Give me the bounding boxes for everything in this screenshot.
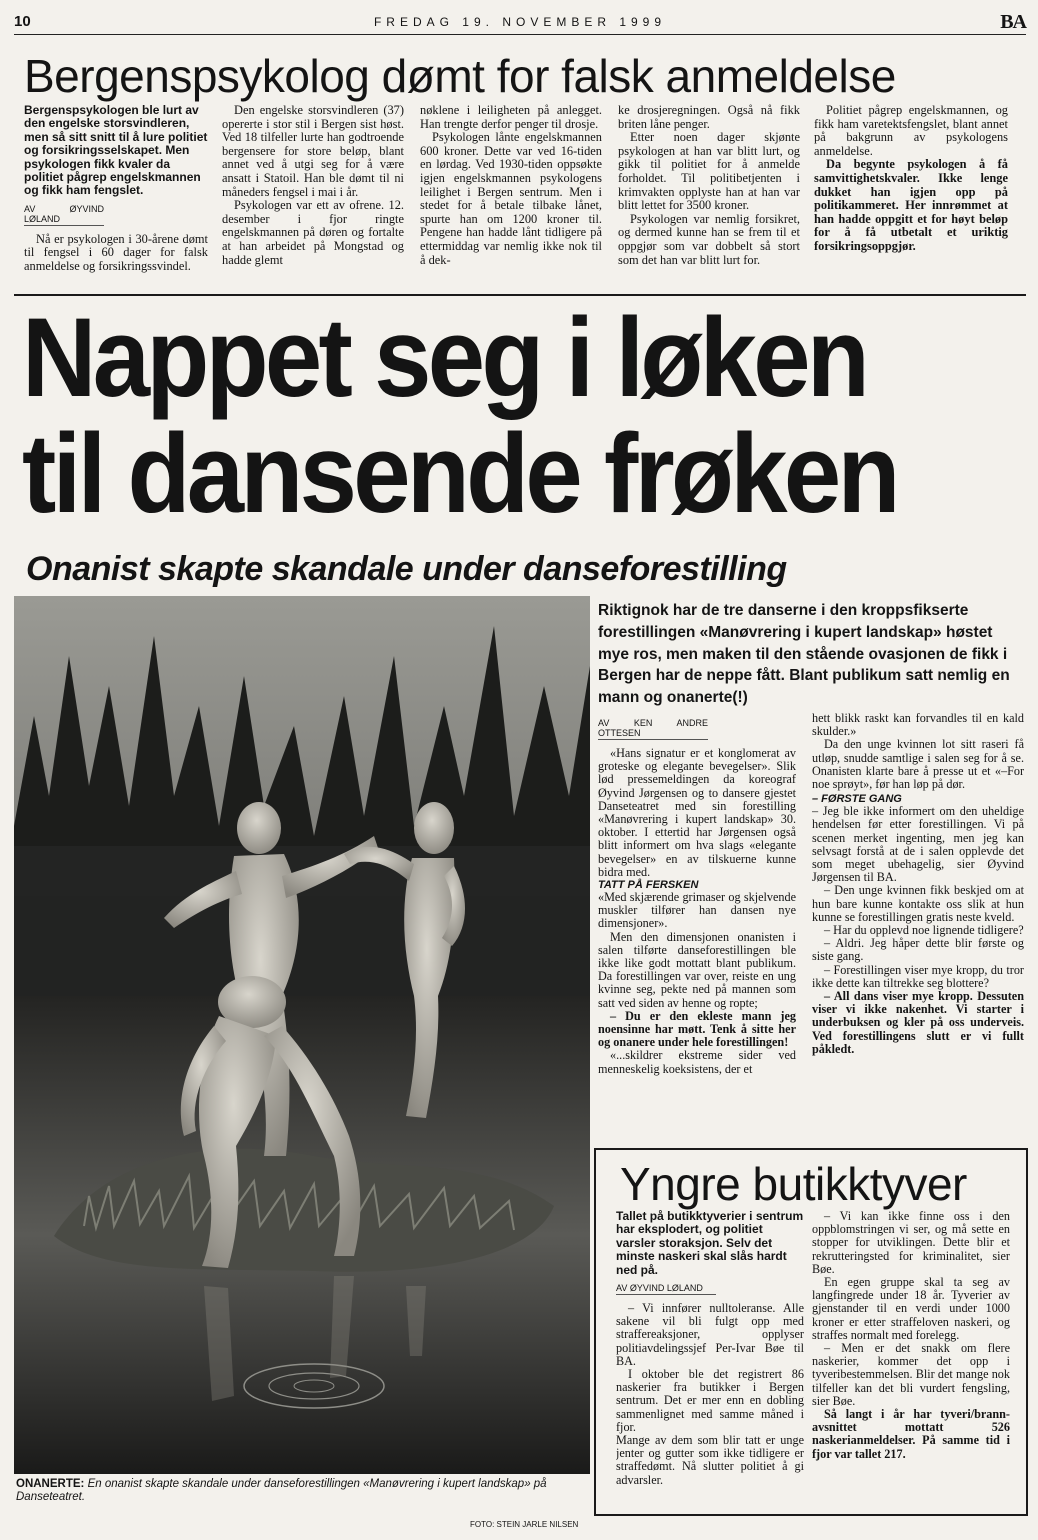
dancers-photo [14, 596, 590, 1474]
photo-caption [16, 1478, 596, 1504]
story2-colB-p7: – Forestillingen viser mye kropp, du tror ikke dette kan tiltrekke seg blottere? [812, 962, 1024, 990]
story1-col4-p2: Etter noen dager skjønte psykologen at han var blitt lurt, og gikk til politiet for å anmelde forholdet. Til politibetjenten i krimvakten opplyste han at han var blitt lettet for 3500 kroner. [618, 130, 800, 213]
story2-colB-p4: – Den unge kvinnen fikk beskjed om at hun bare kunne kontakte oss slik at hun kunne se forestillingen gratis neste kveld. [812, 883, 1024, 924]
story2-colB-p5: – Har du opplevd noe lignende tidligere? [824, 923, 1024, 938]
story3-byline: AV ØYVIND LØLAND [616, 1283, 716, 1295]
story1-headline: Bergenspsykolog dømt for falsk anmeldelse [24, 50, 896, 102]
story3-lead: Tallet på butikktyverier i sentrum har eksplodert, og politiet varsler storaksjon. Selv det minste naskeri skal slås hardt ned på. [616, 1210, 804, 1277]
story2-subhead-forste: – FØRSTE GANG [812, 793, 902, 806]
masthead [14, 12, 1026, 35]
story3-colB [812, 1210, 1010, 1506]
newspaper-logo: BA [1000, 11, 1026, 33]
story2-headline [22, 295, 942, 536]
dancers-photo-image [14, 596, 590, 1474]
story1-col5-p1: Politiet pågrep engelskmannen, og fikk ham varetektsfengslet, blant annet på bakgrunn av psykologens anmeldelse. [814, 104, 1008, 158]
story2-colB-p1: hett blikk raskt kan forvandles til en kald skulder.» [812, 712, 1024, 739]
story2-subheadline: Onanist skapte skandale under danseforestilling [26, 550, 787, 588]
story1-col3-p1: nøklene i leiligheten på anlegget. Han trengte derfor penger til drosje. [420, 104, 602, 131]
story1-col3-p2: Psykologen lånte engelskmannen 600 kroner. Dette var ved 16-tiden en lørdag. Ved 1930-tiden oppsøkte igjen engelskmannen psykologens leilighet i Bergen sentrum. Men i stedet for å betale tilbake lånet, spurte han om 1200 kroner til. Pengene han hadde lånt tidligere på ettermiddag var nemlig ikke nok til å dek- [420, 130, 602, 267]
story1-col4-p1: ke drosjeregningen. Også nå fikk briten låne penger. [618, 104, 800, 131]
story1-lead: Bergenspsykologen ble lurt av den engelske storsvindleren, men så sitt snitt til å lure politiet og forsikringsselskapet. Men psykologen fikk kvaler da politiet pågrep engelskmannen og fikk ham fengslet. [24, 104, 208, 198]
story1-col1 [24, 104, 208, 288]
story2-colB-p3: – Jeg ble ikke informert om den uheldige hendelsen før etter forestillingen. Vi på scenen merket ingenting, men jeg kan selvsagt forstå at de i salen opplevde det som meget ubehagelig, sier Øyvind Jørgensen til BA. [812, 804, 1024, 885]
story1-byline: AV ØYVIND LØLAND [24, 203, 104, 224]
story3-colA [616, 1210, 804, 1506]
story2-colB [812, 712, 1024, 1136]
caption-label: ONANERTE: [16, 1478, 85, 1490]
story1-col3 [420, 104, 602, 288]
story3-colA-p2: I oktober ble det registrert 86 naskerier fra butikker i Bergen sentrum. Det er mer enn en dobling sammenlignet med samme måned i fjor. [616, 1367, 804, 1434]
story2-headline-line1: Nappet seg i løken [22, 295, 867, 420]
page-number: 10 [14, 13, 31, 30]
story3-colB-p1: – Vi kan ikke finne oss i den oppblomstringen vi ser, og må sette en stopper for utviklingen. Dette blir et rekrutteringsted for kriminalitet, sier Bøe. [812, 1210, 1010, 1276]
story1-col2-p2: Psykologen var ett av ofrene. 12. desember i fjor ringte engelskmannen på døren og fortalte at han arbeidet på Mongstad og hadde glemt [222, 198, 404, 267]
story2-colA-p4: – Du er den ekleste mann jeg noensinne har møtt. Tenk å sitte her og onanere under hele forestillingen! [598, 1008, 796, 1050]
story3-headline: Yngre butikktyver [620, 1158, 967, 1210]
story1-col5 [814, 104, 1008, 288]
story2-colA-p2: «Med skjærende grimaser og skjelvende muskler tilfører han dansen nye dimensjoner». [598, 890, 796, 931]
story3-colB-bold: Så langt i år har tyveri/brann-avsnittet mottatt 526 naskerianmeldelser. På samme tid i fjor var tallet 217. [812, 1407, 1010, 1461]
story1-col2 [222, 104, 404, 288]
story1-col5-bold: Da begynte psykologen å få samvittighetskvaler. Ikke lenge dukket han igjen opp på politikammeret. Her innrømmet at han hadde oppgitt et for høyt beløp for å få utbetalt et uriktig forsikringsoppgjør. [814, 157, 1008, 253]
story2-lead: Riktignok har de tre danserne i den kroppsfikserte forestillingen «Manøvrering i kupert landskap» høstet mye ros, men maken til den stående ovasjonen de fikk i Bergen har de neppe fått. Blant publikum satt nemlig en mann og onanerte(!) [598, 602, 1010, 707]
story3-colB-p3: – Men er det snakk om flere naskerier, kommer det opp i tyveribestemmelsen. Blir det mange nok tilfeller kan det bli vurdert fengsling, sier Bøe. [812, 1341, 1010, 1408]
story2-colA [598, 712, 796, 1132]
story2-headline-line2: til dansende frøken [22, 411, 897, 536]
story2-colB-p6: – Aldri. Jeg håper dette blir første og siste gang. [812, 936, 1024, 964]
story1-body-col1: Nå er psykologen i 30-årene dømt til fengsel i 60 dager for falsk anmeldelse og forsikringssvindel. [24, 231, 208, 274]
story2-colB-p8: – All dans viser mye kropp. Dessuten viser vi ikke nakenhet. Vi starter i underbuksen og kler på oss underveis. Ved forestillingens slutt er vi fullt påkledt. [812, 989, 1024, 1056]
story1-col2-p1: Den engelske storsvindleren (37) opererte i stor stil i Bergen sist høst. Ved 18 tilfeller lurte han godtroende bergensere for store beløp, blant annet ved å utgi seg for å være ansatt i Statoil. Han ble dømt til ni måneders fengsel i mai i år. [222, 104, 404, 199]
caption-text: En onanist skapte skandale under danseforestillingen «Manøvrering i kupert landskap» på Danseteatret. [16, 1478, 547, 1503]
story3-colB-p2: En egen gruppe skal ta seg av langfingrede under 18 år. Tyverier av gjenstander til en verdi under 1000 kroner er etter straffeloven naskeri, og straffes normalt med forelegg. [812, 1275, 1010, 1342]
story3-colA-p1: – Vi innfører nulltoleranse. Alle sakene vil bli fulgt opp med straffereaksjoner, opplyser politiavdelingssjef Per-Ivar Bøe til BA. [616, 1301, 804, 1368]
story2-colA-p1: «Hans signatur er et konglomerat av groteske og elegante bevegelser». Slik lød pressemeldingen da koreograf Øyvind Jørgensen og to dansere gjestet Danseteatret med sin forestilling «Manøvrering i kupert landskap» 30. oktober. I ettertid har Jørgensen også blitt informert om hva slags «elegante bevegelser» en av tilskuerne kunne bidra med. [598, 746, 796, 879]
story2-subhead-tatt: TATT PÅ FERSKEN [598, 879, 699, 892]
photo-credit: FOTO: STEIN JARLE NILSEN [470, 1520, 579, 1529]
story1-col4-p3: Psykologen var nemlig forsikret, og dermed kunne han se frem til et oppgjør som var dobbelt så stort som det han var blitt lurt for. [618, 211, 800, 267]
story2-colB-p2: Da den unge kvinnen lot sitt raseri få utløp, snudde samtlige i salen seg for å se. Onanisten klarte bare å presse ut et «–For noe sprøyt», før han løp på dør. [812, 737, 1024, 792]
dateline: FREDAG 19. NOVEMBER 1999 [373, 15, 667, 29]
story2-byline: AV KEN ANDRE OTTESEN [598, 718, 708, 738]
story2-colA-p3: Men den dimensjonen onanisten i salen tilførte danseforestillingen ble ikke like godt mottatt blant publikum. Da forestillingen var over, reiste en ung kvinne seg, pekte ned på mannen som satt ved siden av henne og ropte; [598, 929, 796, 1010]
story3-colA-p3: Mange av dem som blir tatt er unge jenter og gutter som ikke tidligere er straffedømt. Nå slutter politiet å gi advarsler. [616, 1433, 804, 1487]
story1-col4 [618, 104, 800, 288]
story2-colA-p5: «...skildrer ekstreme sider ved menneskelig koeksistens, der et [598, 1048, 796, 1076]
